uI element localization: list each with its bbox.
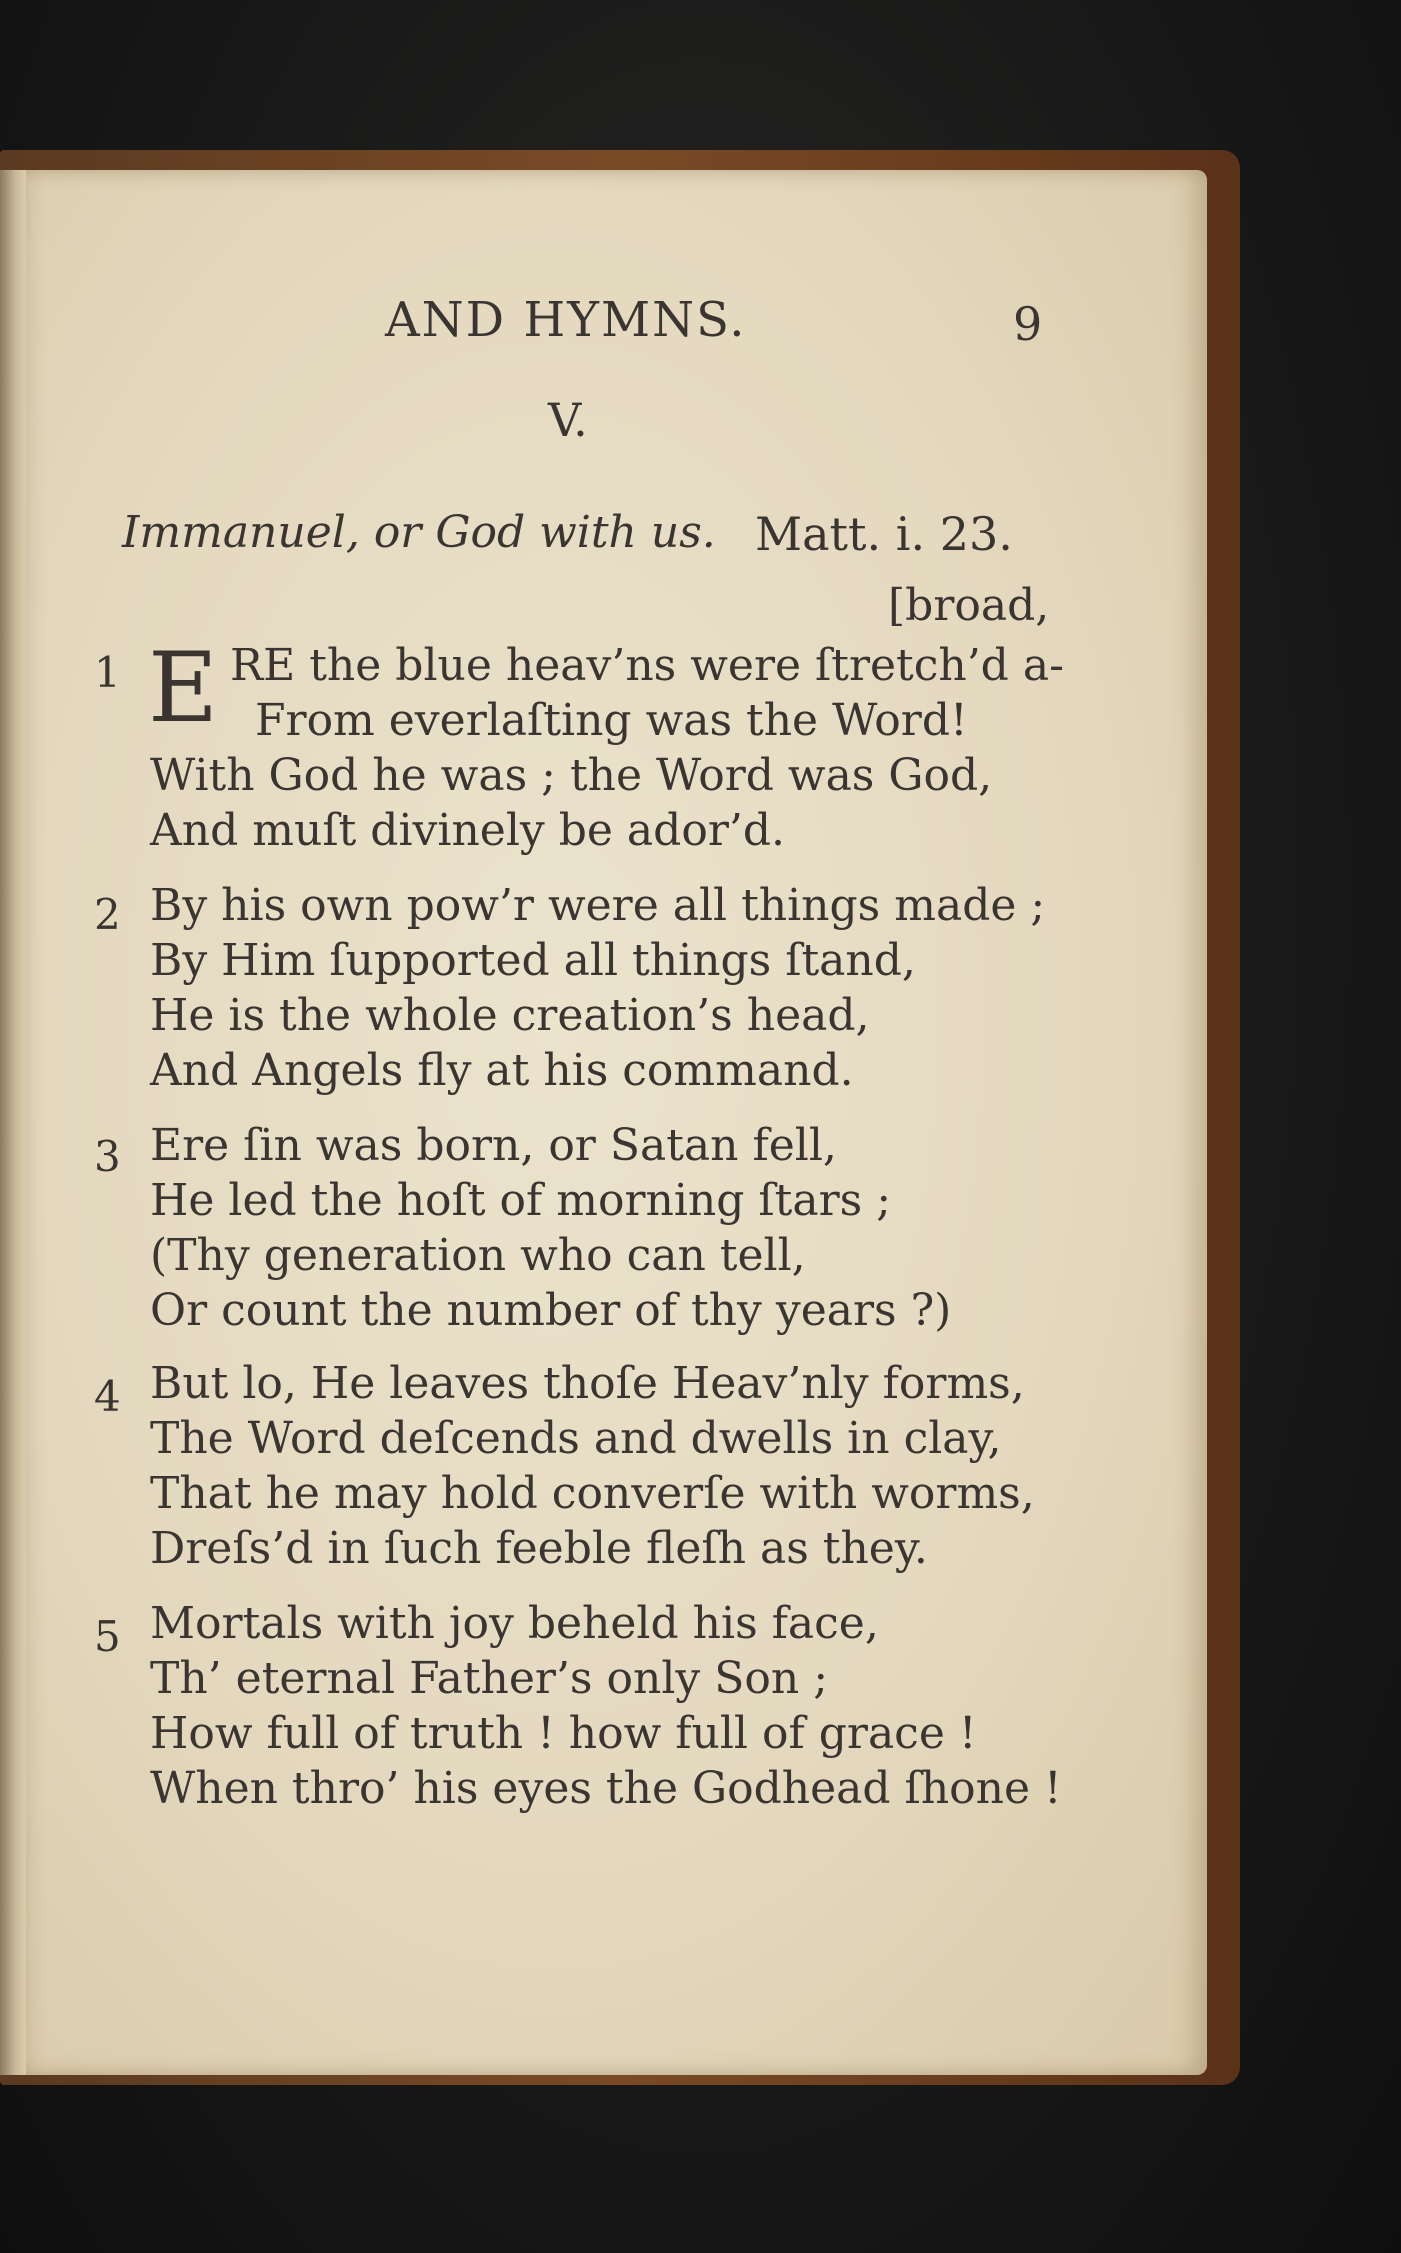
verse-line: Dreſs’d in ſuch feeble fleſh as they. <box>150 1523 928 1574</box>
stanza-number: 5 <box>94 1612 121 1661</box>
page-number: 9 <box>1013 297 1043 351</box>
verse-line: Mortals with joy beheld his face, <box>150 1598 879 1649</box>
verse-line: By Him ſupported all things ſtand, <box>150 935 916 986</box>
verse-line: With God he was ; the Word was God, <box>150 750 993 801</box>
verse-line: Ere ſin was born, or Satan fell, <box>150 1120 837 1171</box>
verse-line: How full of truth ! how full of grace ! <box>150 1708 977 1759</box>
verse-line: From everlaſting was the Word! <box>255 695 968 746</box>
verse-line: Or count the number of thy years ?) <box>150 1285 952 1336</box>
stanza-number: 2 <box>94 890 121 939</box>
verse-line: But lo, He leaves thoſe Heav’nly forms, <box>150 1358 1025 1409</box>
verse-line: He led the hoſt of morning ſtars ; <box>150 1175 892 1226</box>
verse-line: (Thy generation who can tell, <box>150 1230 806 1281</box>
page-gutter <box>0 170 26 2075</box>
verse-line: RE the blue heav’ns were ſtretch’d a- <box>230 640 1064 691</box>
verse-line: And Angels fly at his command. <box>150 1045 854 1096</box>
hymn-title: Immanuel, or God with us. <box>122 507 716 558</box>
line-overflow: [broad, <box>888 580 1050 631</box>
verse-line: When thro’ his eyes the Godhead ſhone ! <box>150 1763 1062 1814</box>
stanza-number: 1 <box>94 648 121 697</box>
verse-line: By his own pow’r were all things made ; <box>150 880 1046 931</box>
running-head: AND HYMNS. <box>385 292 747 348</box>
scripture-reference: Matt. i. 23. <box>755 507 1013 561</box>
stanza-number: 3 <box>94 1132 121 1181</box>
verse-line: The Word deſcends and dwells in clay, <box>150 1413 1002 1464</box>
verse-line: He is the whole creation’s head, <box>150 990 870 1041</box>
verse-line: Th’ eternal Father’s only Son ; <box>150 1653 829 1704</box>
stanza-number: 4 <box>94 1372 121 1421</box>
verse-line: That he may hold converſe with worms, <box>150 1468 1035 1519</box>
drop-cap: E <box>148 632 219 744</box>
hymn-number: V. <box>548 393 588 447</box>
verse-line: And muſt divinely be ador’d. <box>150 805 785 856</box>
